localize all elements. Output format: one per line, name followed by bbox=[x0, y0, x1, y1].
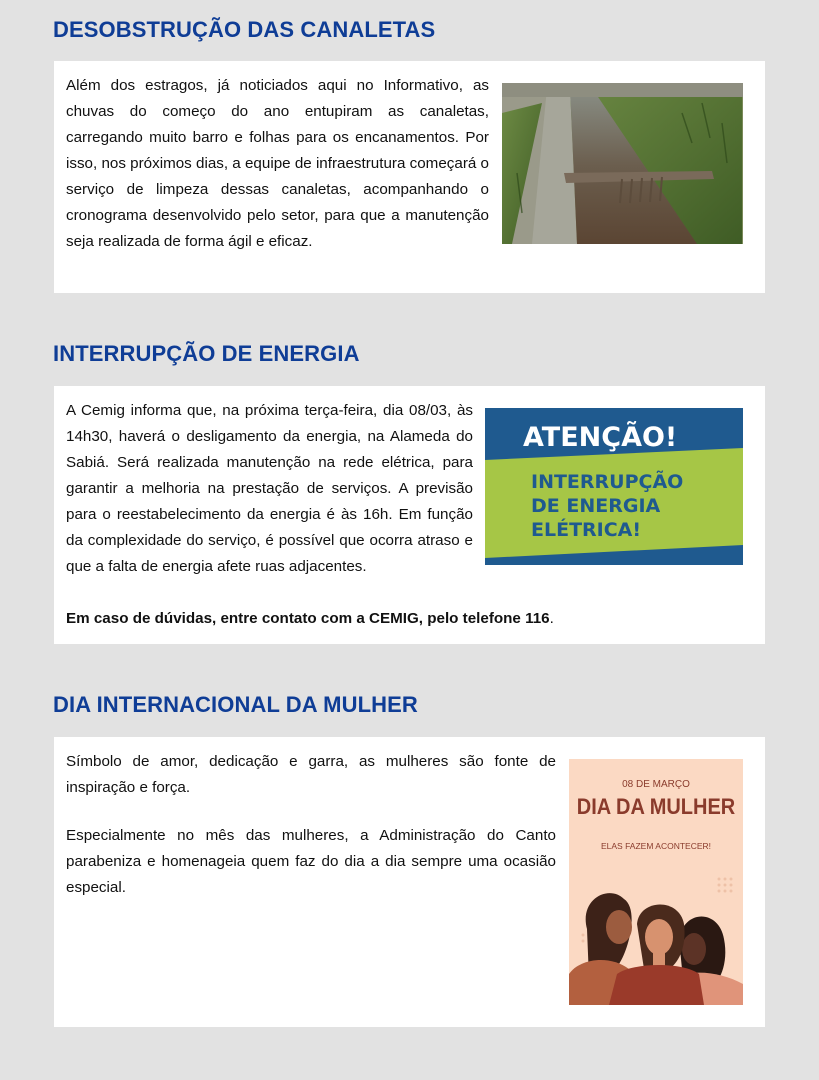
article-card-canaletas bbox=[54, 61, 765, 293]
article-card-mulher bbox=[54, 737, 765, 1027]
banner-headline: ATENÇÃO! bbox=[523, 422, 678, 453]
drainage-channel-photo bbox=[502, 83, 743, 244]
banner-line1: INTERRUPÇÃO bbox=[531, 471, 684, 493]
banner-line2: DE ENERGIA bbox=[531, 495, 661, 517]
contact-note-end: . bbox=[549, 610, 554, 627]
article-text-canaletas: Além dos estragos, já noticiados aqui no Informativo, as chuvas do começo do ano entupiram as canaletas, carregando muito barro e folhas para os encanamentos. Por isso, nos próximos dias, a equipe de infraestrutura começará o serviço de limpeza dessas canaletas, acompanhando o cronograma desenvolvido pelo setor, para que a manutenção seja realizada de forma ágil e eficaz. bbox=[66, 77, 489, 250]
section-title-energia: INTERRUPÇÃO DE ENERGIA bbox=[53, 341, 360, 366]
section-title-canaletas: DESOBSTRUÇÃO DAS CANALETAS bbox=[53, 17, 436, 42]
article-text-mulher-2: Especialmente no mês das mulheres, a Administração do Canto parabeniza e homenageia quem faz do dia a dia sempre uma ocasião especial. bbox=[66, 827, 556, 896]
poster-title: DIA DA MULHER bbox=[576, 795, 736, 820]
article-text-energia: A Cemig informa que, na próxima terça-feira, dia 08/03, às 14h30, haverá o desligamento da energia, na Alameda do Sabiá. Será realizada manutenção na rede elétrica, para garantir a melhoria na prestação de serviços. A previsão para o reestabelecimento da energia é às 16h. Em função da complexidade do serviço, é possível que ocorra atraso e que a falta de energia afete ruas adjacentes. bbox=[66, 402, 473, 575]
article-card-energia bbox=[54, 386, 765, 644]
contact-note: Em caso de dúvidas, entre contato com a CEMIG, pelo telefone 116 bbox=[66, 610, 550, 627]
power-outage-banner bbox=[485, 408, 743, 565]
poster-subtitle: ELAS FAZEM ACONTECER! bbox=[600, 841, 712, 851]
banner-line3: ELÉTRICA! bbox=[531, 519, 642, 541]
article-text-mulher-1: Símbolo de amor, dedicação e garra, as mulheres são fonte de inspiração e força. bbox=[66, 753, 556, 796]
womens-day-poster bbox=[569, 759, 743, 1005]
poster-date: 08 DE MARÇO bbox=[622, 779, 690, 790]
section-title-mulher: DIA INTERNACIONAL DA MULHER bbox=[53, 692, 418, 717]
